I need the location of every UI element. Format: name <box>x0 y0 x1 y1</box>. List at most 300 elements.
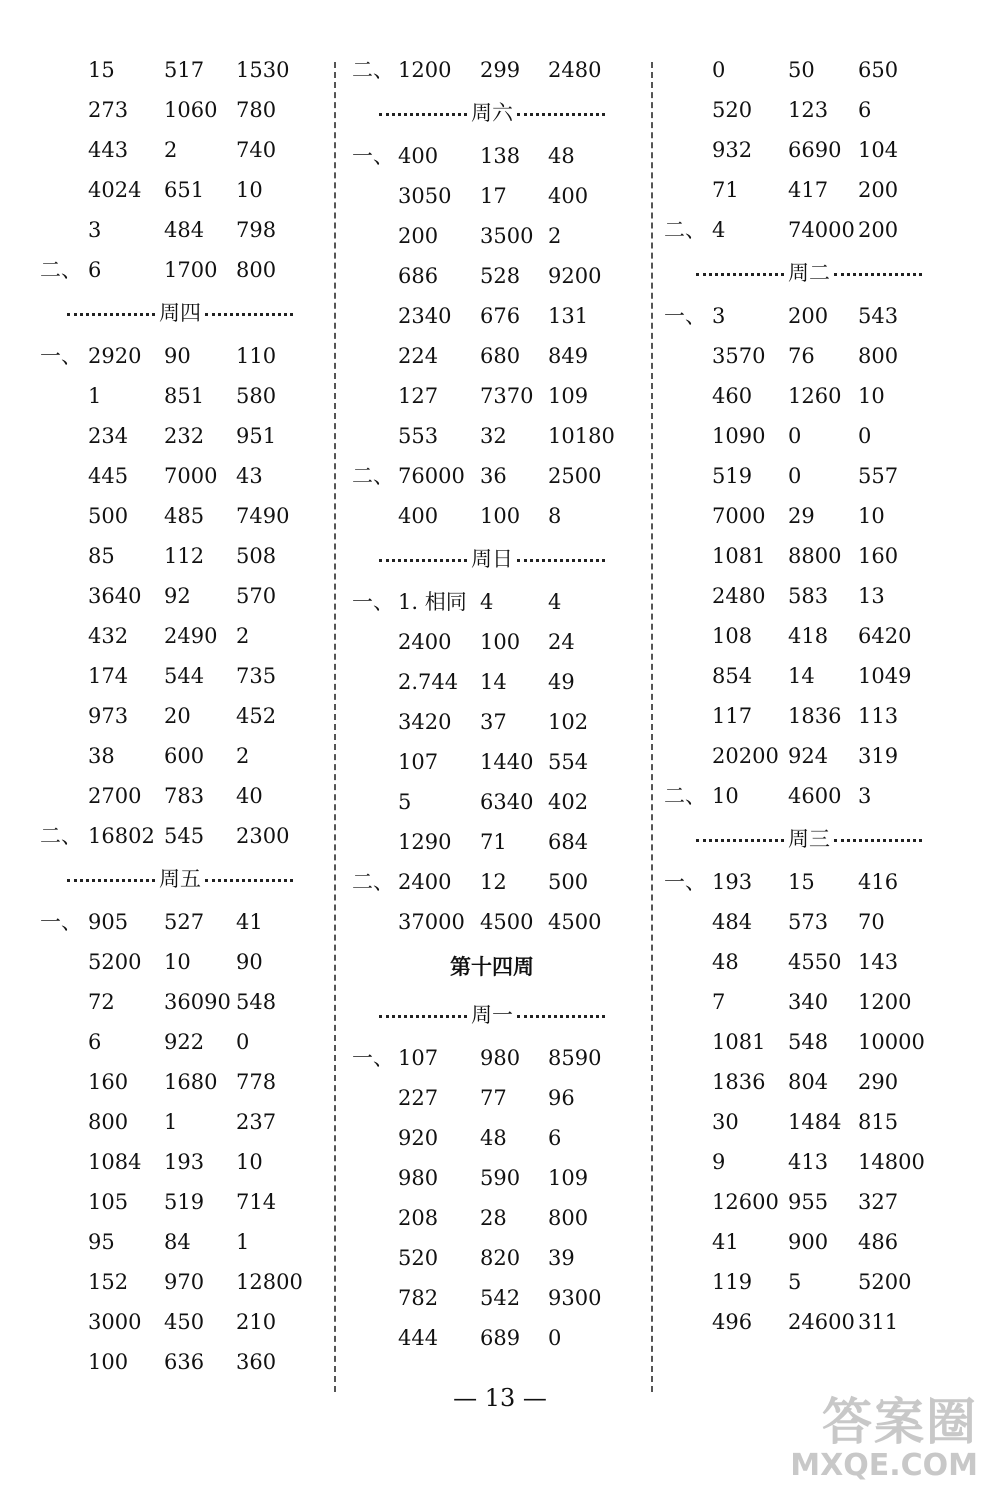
answer-row <box>352 416 632 456</box>
answer-value: 520 <box>712 98 753 122</box>
answer-value: 74000 <box>788 218 855 242</box>
answer-value: 5200 <box>858 1270 912 1294</box>
answer-value: 4550 <box>788 950 842 974</box>
answer-value: 2 <box>164 138 178 162</box>
dotted-leader <box>696 839 784 842</box>
answer-column-middle <box>352 50 632 1358</box>
answer-row <box>352 256 632 296</box>
answer-value: 951 <box>236 424 277 448</box>
answer-row <box>40 336 320 376</box>
answer-row <box>40 130 320 170</box>
answer-value: 95 <box>88 1230 115 1254</box>
answer-value: 580 <box>236 384 277 408</box>
answer-row <box>40 816 320 856</box>
answer-value: 0 <box>788 464 802 488</box>
answer-value: 924 <box>788 744 829 768</box>
answer-row <box>352 1078 632 1118</box>
answer-value: 1 <box>236 1230 250 1254</box>
answer-row <box>40 376 320 416</box>
day-heading <box>352 536 632 582</box>
answer-value: 9 <box>712 1150 726 1174</box>
answer-value: 10 <box>858 384 885 408</box>
answer-value: 100 <box>88 1350 129 1374</box>
answer-row <box>352 1038 632 1078</box>
week-heading: 第十四周 <box>450 955 534 979</box>
answer-row <box>352 376 632 416</box>
answer-value: 1260 <box>788 384 842 408</box>
answer-value: 496 <box>712 1310 753 1334</box>
answer-row <box>664 536 954 576</box>
answer-value: 980 <box>480 1046 521 1070</box>
answer-value: 36090 <box>164 990 231 1014</box>
answer-value: 107 <box>398 1046 439 1070</box>
answer-value: 7370 <box>480 384 534 408</box>
answer-value: 227 <box>398 1086 439 1110</box>
day-heading-text: 周二 <box>788 261 830 285</box>
answer-value: 500 <box>88 504 129 528</box>
answer-value: 548 <box>236 990 277 1014</box>
answer-row <box>40 1182 320 1222</box>
answer-row <box>664 1222 954 1262</box>
question-label: 二、 <box>664 218 706 242</box>
answer-row <box>40 1022 320 1062</box>
answer-value: 20 <box>164 704 191 728</box>
answer-row <box>40 982 320 1022</box>
answer-value: 980 <box>398 1166 439 1190</box>
answer-value: 38 <box>88 744 115 768</box>
answer-value: 1090 <box>712 424 766 448</box>
dotted-leader <box>517 113 605 116</box>
answer-row <box>664 496 954 536</box>
answer-value: 443 <box>88 138 129 162</box>
answer-row <box>664 210 954 250</box>
answer-value: 651 <box>164 178 205 202</box>
answer-value: 545 <box>164 824 205 848</box>
column-divider <box>651 62 653 1392</box>
answer-row <box>40 170 320 210</box>
answer-value: 0 <box>858 424 872 448</box>
answer-value: 1060 <box>164 98 218 122</box>
answer-value: 72 <box>88 990 115 1014</box>
answer-row <box>664 456 954 496</box>
answer-value: 450 <box>164 1310 205 1334</box>
answer-value: 0 <box>236 1030 250 1054</box>
answer-row <box>40 1062 320 1102</box>
answer-value: 500 <box>548 870 589 894</box>
answer-value: 40 <box>236 784 263 808</box>
answer-value: 542 <box>480 1286 521 1310</box>
question-label: 一、 <box>40 910 82 934</box>
answer-value: 932 <box>712 138 753 162</box>
answer-value: 800 <box>88 1110 129 1134</box>
answer-value: 973 <box>88 704 129 728</box>
question-label: 二、 <box>352 58 394 82</box>
answer-row <box>664 1062 954 1102</box>
answer-value: 955 <box>788 1190 829 1214</box>
answer-value: 208 <box>398 1206 439 1230</box>
answer-value: 14800 <box>858 1150 925 1174</box>
answer-value: 13 <box>858 584 885 608</box>
answer-row <box>40 50 320 90</box>
answer-value: 10 <box>712 784 739 808</box>
answer-value: 234 <box>88 424 129 448</box>
answer-value: 273 <box>88 98 129 122</box>
answer-value: 804 <box>788 1070 829 1094</box>
answer-row <box>352 456 632 496</box>
answer-row <box>664 416 954 456</box>
day-heading <box>664 816 954 862</box>
answer-value: 553 <box>398 424 439 448</box>
answer-value: 680 <box>480 344 521 368</box>
answer-row <box>664 50 954 90</box>
answer-value: 105 <box>88 1190 129 1214</box>
answer-row <box>352 1318 632 1358</box>
answer-value: 519 <box>164 1190 205 1214</box>
answer-value: 735 <box>236 664 277 688</box>
answer-row <box>40 1262 320 1302</box>
answer-row <box>352 582 632 622</box>
answer-row <box>664 696 954 736</box>
answer-value: 782 <box>398 1286 439 1310</box>
answer-value: 4500 <box>548 910 602 934</box>
answer-value: 413 <box>788 1150 829 1174</box>
answer-value: 0 <box>712 58 726 82</box>
answer-row <box>352 496 632 536</box>
answer-value: 109 <box>548 1166 589 1190</box>
answer-row <box>40 536 320 576</box>
answer-value: 2400 <box>398 870 452 894</box>
answer-value: 485 <box>164 504 205 528</box>
answer-value: 3 <box>858 784 872 808</box>
answer-value: 1484 <box>788 1110 842 1134</box>
answer-value: 557 <box>858 464 899 488</box>
answer-value: 922 <box>164 1030 205 1054</box>
question-label: 二、 <box>352 870 394 894</box>
answer-value: 12 <box>480 870 507 894</box>
day-heading <box>352 90 632 136</box>
answer-value: 798 <box>236 218 277 242</box>
answer-value: 1530 <box>236 58 290 82</box>
answer-value: 123 <box>788 98 829 122</box>
answer-value: 41 <box>712 1230 739 1254</box>
answer-value: 96 <box>548 1086 575 1110</box>
answer-value: 3640 <box>88 584 142 608</box>
answer-value: 2700 <box>88 784 142 808</box>
answer-value: 905 <box>88 910 129 934</box>
answer-row <box>352 1238 632 1278</box>
answer-value: 319 <box>858 744 899 768</box>
answer-value: 36 <box>480 464 507 488</box>
answer-value: 1680 <box>164 1070 218 1094</box>
answer-row <box>352 822 632 862</box>
answer-value: 1049 <box>858 664 912 688</box>
answer-value: 24600 <box>788 1310 855 1334</box>
day-heading-text: 周日 <box>471 547 513 571</box>
answer-value: 6 <box>88 258 102 282</box>
answer-value: 14 <box>480 670 507 694</box>
answer-value: 10 <box>858 504 885 528</box>
answer-value: 10180 <box>548 424 615 448</box>
answer-value: 1836 <box>788 704 842 728</box>
answer-value: 50 <box>788 58 815 82</box>
answer-row <box>664 616 954 656</box>
answer-column-right <box>664 50 954 1342</box>
answer-value: 193 <box>164 1150 205 1174</box>
answer-value: 5 <box>788 1270 802 1294</box>
answer-value: 486 <box>858 1230 899 1254</box>
answer-value: 119 <box>712 1270 753 1294</box>
answer-row <box>664 1022 954 1062</box>
dotted-leader <box>834 273 922 276</box>
answer-value: 76 <box>788 344 815 368</box>
answer-value: 3500 <box>480 224 534 248</box>
answer-row <box>40 942 320 982</box>
answer-value: 17 <box>480 184 507 208</box>
answer-value: 6 <box>858 98 872 122</box>
answer-value: 8800 <box>788 544 842 568</box>
answer-value: 6690 <box>788 138 842 162</box>
answer-row <box>352 50 632 90</box>
answer-value: 10 <box>236 178 263 202</box>
answer-row <box>664 902 954 942</box>
answer-value: 117 <box>712 704 753 728</box>
answer-value: 224 <box>398 344 439 368</box>
watermark-logo <box>790 1394 978 1482</box>
answer-row <box>40 616 320 656</box>
answer-value: 4600 <box>788 784 842 808</box>
answer-value: 684 <box>548 830 589 854</box>
answer-value: 193 <box>712 870 753 894</box>
day-heading <box>40 856 320 902</box>
day-heading-text: 周五 <box>159 867 201 891</box>
answer-value: 1700 <box>164 258 218 282</box>
answer-row <box>40 1142 320 1182</box>
question-label: 二、 <box>352 464 394 488</box>
answer-value: 9300 <box>548 1286 602 1310</box>
answer-row <box>40 250 320 290</box>
answer-value: 3570 <box>712 344 766 368</box>
answer-value: 14 <box>788 664 815 688</box>
answer-value: 90 <box>236 950 263 974</box>
answer-value: 340 <box>788 990 829 1014</box>
answer-value: 290 <box>858 1070 899 1094</box>
page-number: — 13 — <box>453 1384 547 1412</box>
answer-value: 519 <box>712 464 753 488</box>
answer-value: 1200 <box>398 58 452 82</box>
answer-value: 851 <box>164 384 205 408</box>
answer-value: 2500 <box>548 464 602 488</box>
answer-value: 360 <box>236 1350 277 1374</box>
question-label: 一、 <box>40 344 82 368</box>
answer-value: 85 <box>88 544 115 568</box>
answer-value: 2 <box>236 744 250 768</box>
answer-value: 143 <box>858 950 899 974</box>
answer-value: 686 <box>398 264 439 288</box>
answer-value: 416 <box>858 870 899 894</box>
answer-value: 200 <box>858 218 899 242</box>
question-label: 一、 <box>664 304 706 328</box>
answer-row <box>352 782 632 822</box>
answer-value: 138 <box>480 144 521 168</box>
watermark-url: MXQE.COM <box>790 1448 978 1483</box>
answer-value: 299 <box>480 58 521 82</box>
answer-value: 200 <box>858 178 899 202</box>
answer-value: 113 <box>858 704 899 728</box>
answer-value: 4 <box>548 590 562 614</box>
answer-value: 160 <box>88 1070 129 1094</box>
answer-value: 570 <box>236 584 277 608</box>
answer-row <box>664 1302 954 1342</box>
answer-value: 900 <box>788 1230 829 1254</box>
answer-value: 800 <box>548 1206 589 1230</box>
answer-value: 8 <box>548 504 562 528</box>
answer-value: 39 <box>548 1246 575 1270</box>
question-label: 二、 <box>664 784 706 808</box>
dotted-leader <box>379 113 467 116</box>
answer-value: 84 <box>164 1230 191 1254</box>
answer-row <box>664 1142 954 1182</box>
answer-row <box>352 742 632 782</box>
answer-value: 6420 <box>858 624 912 648</box>
question-label: 一、 <box>352 1046 394 1070</box>
answer-value: 636 <box>164 1350 205 1374</box>
answer-value: 2480 <box>548 58 602 82</box>
answer-value: 160 <box>858 544 899 568</box>
answer-value: 520 <box>398 1246 439 1270</box>
answer-value: 112 <box>164 544 205 568</box>
answer-value: 127 <box>398 384 439 408</box>
answer-value: 6 <box>548 1126 562 1150</box>
answer-value: 1081 <box>712 544 766 568</box>
answer-value: 780 <box>236 98 277 122</box>
answer-value: 714 <box>236 1190 277 1214</box>
day-heading-text: 周三 <box>788 827 830 851</box>
day-heading-text: 周四 <box>159 301 201 325</box>
answer-value: 402 <box>548 790 589 814</box>
answer-value: 109 <box>548 384 589 408</box>
answer-value: 48 <box>712 950 739 974</box>
answer-value: 110 <box>236 344 277 368</box>
answer-value: 400 <box>398 504 439 528</box>
answer-value: 104 <box>858 138 899 162</box>
answer-value: 517 <box>164 58 205 82</box>
day-heading-text: 周六 <box>471 101 513 125</box>
answer-value: 590 <box>480 1166 521 1190</box>
answer-value: 600 <box>164 744 205 768</box>
dotted-leader <box>696 273 784 276</box>
dotted-leader <box>205 313 293 316</box>
answer-row <box>352 336 632 376</box>
answer-value: 15 <box>788 870 815 894</box>
answer-value: 100 <box>480 504 521 528</box>
answer-row <box>40 1102 320 1142</box>
answer-value: 30 <box>712 1110 739 1134</box>
dotted-leader <box>67 313 155 316</box>
day-heading <box>664 250 954 296</box>
answer-value: 327 <box>858 1190 899 1214</box>
answer-value: 452 <box>236 704 277 728</box>
answer-value: 3050 <box>398 184 452 208</box>
answer-value: 41 <box>236 910 263 934</box>
answer-value: 444 <box>398 1326 439 1350</box>
answer-row <box>40 456 320 496</box>
answer-value: 0 <box>788 424 802 448</box>
answer-row <box>664 296 954 336</box>
answer-value: 778 <box>236 1070 277 1094</box>
answer-value: 8590 <box>548 1046 602 1070</box>
answer-value: 2480 <box>712 584 766 608</box>
answer-value: 1. 相同 <box>398 590 467 614</box>
answer-value: 6340 <box>480 790 534 814</box>
answer-value: 1081 <box>712 1030 766 1054</box>
answer-value: 152 <box>88 1270 129 1294</box>
answer-row <box>664 1102 954 1142</box>
answer-value: 2 <box>548 224 562 248</box>
answer-row <box>352 136 632 176</box>
answer-value: 311 <box>858 1310 899 1334</box>
answer-value: 71 <box>480 830 507 854</box>
answer-row <box>664 942 954 982</box>
answer-value: 484 <box>712 910 753 934</box>
answer-value: 573 <box>788 910 829 934</box>
answer-value: 37 <box>480 710 507 734</box>
answer-value: 9200 <box>548 264 602 288</box>
answer-row <box>352 216 632 256</box>
answer-row <box>352 662 632 702</box>
answer-value: 1440 <box>480 750 534 774</box>
answer-value: 3420 <box>398 710 452 734</box>
answer-value: 400 <box>548 184 589 208</box>
answer-value: 460 <box>712 384 753 408</box>
answer-row <box>40 90 320 130</box>
answer-value: 43 <box>236 464 263 488</box>
answer-row <box>664 576 954 616</box>
answer-value: 3 <box>88 218 102 242</box>
answer-value: 71 <box>712 178 739 202</box>
answer-row <box>40 776 320 816</box>
answer-value: 1290 <box>398 830 452 854</box>
answer-row <box>664 862 954 902</box>
answer-value: 6 <box>88 1030 102 1054</box>
answer-row <box>352 1278 632 1318</box>
answer-value: 200 <box>788 304 829 328</box>
answer-row <box>664 1182 954 1222</box>
answer-row <box>664 90 954 130</box>
answer-value: 210 <box>236 1310 277 1334</box>
answer-row <box>352 296 632 336</box>
answer-value: 12800 <box>236 1270 303 1294</box>
answer-value: 800 <box>236 258 277 282</box>
answer-value: 432 <box>88 624 129 648</box>
answer-column-left <box>40 50 320 1382</box>
answer-row <box>40 902 320 942</box>
answer-value: 3000 <box>88 1310 142 1334</box>
answer-value: 484 <box>164 218 205 242</box>
question-label: 二、 <box>40 258 82 282</box>
answer-value: 1084 <box>88 1150 142 1174</box>
answer-value: 7490 <box>236 504 290 528</box>
answer-row <box>40 1222 320 1262</box>
answer-value: 970 <box>164 1270 205 1294</box>
answer-value: 237 <box>236 1110 277 1134</box>
answer-value: 48 <box>480 1126 507 1150</box>
answer-value: 583 <box>788 584 829 608</box>
answer-value: 12600 <box>712 1190 779 1214</box>
day-heading <box>352 992 632 1038</box>
answer-row <box>664 1262 954 1302</box>
answer-value: 676 <box>480 304 521 328</box>
answer-value: 15 <box>88 58 115 82</box>
